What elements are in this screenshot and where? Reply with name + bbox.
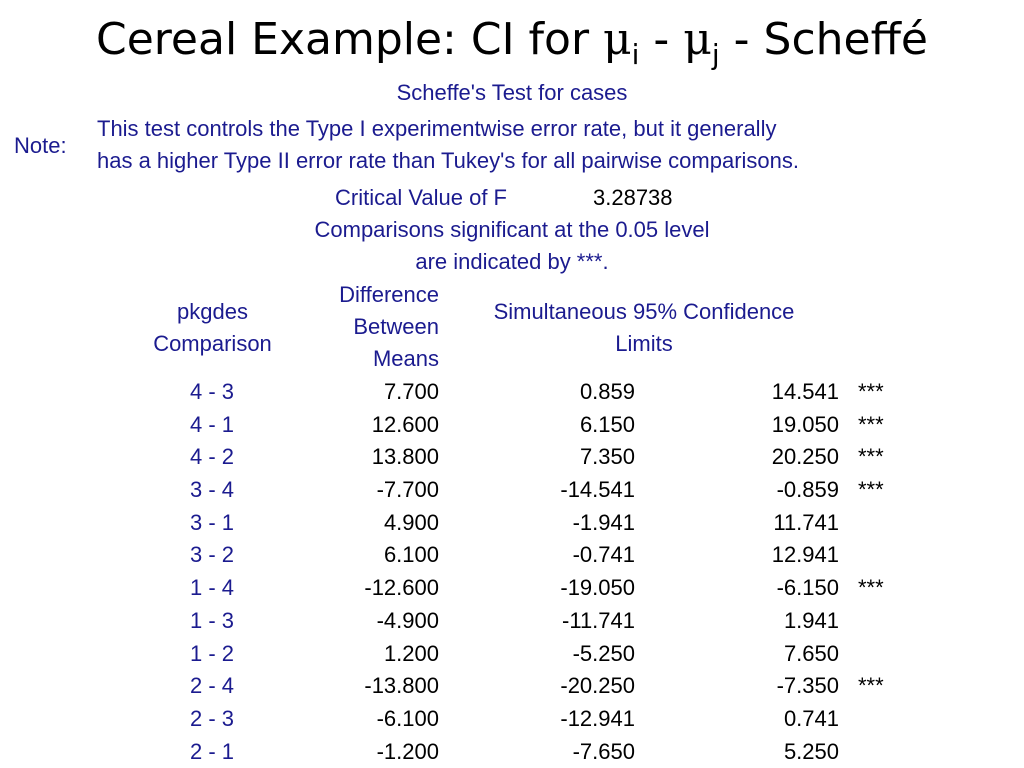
- cell-comparison: 4 - 1: [189, 411, 235, 437]
- cell-comparison: 1 - 3: [189, 607, 235, 633]
- table-row: [0, 703, 1024, 736]
- header-pkgdes-line-1: pkgdes: [177, 299, 248, 324]
- table-row: [0, 376, 1024, 409]
- table-row: [0, 474, 1024, 507]
- cell-comparison: 4 - 2: [189, 444, 235, 470]
- table-row: [0, 605, 1024, 638]
- test-title: Scheffe's Test for cases: [396, 80, 628, 105]
- cell-difference: -12.600: [364, 575, 439, 601]
- cell-lower-limit: -14.541: [560, 477, 635, 503]
- header-pkgdes-comparison: [130, 296, 295, 360]
- cell-lower-limit: -1.941: [572, 509, 635, 535]
- cell-comparison: 2 - 3: [189, 705, 235, 731]
- note-text: [97, 113, 1017, 177]
- cell-significance: ***: [858, 575, 884, 601]
- header-ci-line-1: Simultaneous 95% Confidence: [493, 299, 795, 324]
- critical-value: 3.28738: [593, 185, 673, 210]
- note-label: Note:: [14, 133, 67, 158]
- cell-significance: ***: [858, 673, 884, 699]
- cell-comparison: 2 - 4: [189, 673, 235, 699]
- cell-difference: -7.700: [376, 477, 439, 503]
- cell-lower-limit: -11.741: [562, 607, 635, 633]
- mu-symbol-i: μ: [603, 14, 632, 65]
- table-row: [0, 539, 1024, 572]
- cell-difference: 7.700: [383, 379, 439, 404]
- cell-difference: 1.200: [383, 640, 439, 666]
- cell-difference: -13.800: [364, 673, 439, 699]
- cell-difference: 6.100: [383, 542, 439, 568]
- cell-upper-limit: 1.941: [783, 607, 839, 633]
- title-dash: -: [639, 14, 684, 65]
- cell-significance: ***: [858, 411, 884, 437]
- cell-lower-limit: -7.650: [572, 738, 635, 764]
- cell-significance: ***: [858, 379, 884, 404]
- table-row: [0, 572, 1024, 605]
- subscript-j: j: [711, 38, 720, 71]
- cell-lower-limit: -19.050: [560, 575, 635, 601]
- critical-value-label: Critical Value of F: [335, 185, 507, 210]
- cell-upper-limit: -7.350: [776, 673, 839, 699]
- cell-difference: 4.900: [383, 509, 439, 535]
- header-diff-line-3: Means: [372, 346, 439, 371]
- note-line-1: This test controls the Type I experimentwise error rate, but it generally: [97, 116, 777, 141]
- mu-symbol-j: μ: [683, 14, 712, 65]
- cell-lower-limit: 6.150: [579, 411, 635, 437]
- table-row: [0, 670, 1024, 703]
- cell-significance: ***: [858, 477, 884, 503]
- cell-upper-limit: -0.859: [776, 477, 839, 503]
- significance-note: [212, 214, 812, 278]
- comparison-table-body: [0, 376, 1024, 768]
- cell-upper-limit: 14.541: [771, 379, 839, 404]
- cell-lower-limit: 0.859: [579, 379, 635, 404]
- cell-upper-limit: 0.741: [783, 705, 839, 731]
- cell-lower-limit: -12.941: [560, 705, 635, 731]
- cell-upper-limit: 11.741: [773, 509, 839, 535]
- cell-lower-limit: -5.250: [572, 640, 635, 666]
- cell-upper-limit: 5.250: [783, 738, 839, 764]
- header-pkgdes-line-2: Comparison: [153, 331, 272, 356]
- significance-line-2: are indicated by ***.: [415, 249, 609, 274]
- note-line-2: has a higher Type II error rate than Tukey's for all pairwise comparisons.: [97, 148, 800, 173]
- cell-comparison: 1 - 2: [189, 640, 235, 666]
- title-suffix: - Scheffé: [719, 14, 928, 65]
- table-row: [0, 736, 1024, 768]
- cell-difference: 12.600: [371, 411, 439, 437]
- cell-comparison: 2 - 1: [189, 738, 235, 764]
- slide-title: [0, 10, 1024, 70]
- table-row: [0, 638, 1024, 671]
- significance-line-1: Comparisons significant at the 0.05 level: [314, 217, 710, 242]
- header-confidence-limits: [452, 296, 836, 360]
- cell-upper-limit: 19.050: [771, 411, 839, 437]
- cell-difference: -1.200: [376, 738, 439, 764]
- cell-difference: -4.900: [376, 607, 439, 633]
- cell-upper-limit: 20.250: [771, 444, 839, 470]
- cell-upper-limit: -6.150: [776, 575, 839, 601]
- cell-lower-limit: 7.350: [579, 444, 635, 470]
- cell-upper-limit: 7.650: [783, 640, 839, 666]
- header-diff-line-2: Between: [353, 314, 439, 339]
- cell-significance: ***: [858, 444, 884, 470]
- header-difference-between-means: [300, 279, 439, 375]
- table-row: [0, 441, 1024, 474]
- cell-lower-limit: -20.250: [560, 673, 635, 699]
- cell-difference: 13.800: [371, 444, 439, 470]
- cell-lower-limit: -0.741: [572, 542, 635, 568]
- cell-upper-limit: 12.941: [771, 542, 839, 568]
- cell-difference: -6.100: [376, 705, 439, 731]
- cell-comparison: 1 - 4: [189, 575, 235, 601]
- header-ci-line-2: Limits: [615, 331, 673, 356]
- table-row: [0, 409, 1024, 442]
- title-prefix: Cereal Example: CI for: [96, 14, 604, 65]
- table-row: [0, 507, 1024, 540]
- cell-comparison: 3 - 1: [189, 509, 235, 535]
- cell-comparison: 3 - 4: [189, 477, 235, 503]
- subscript-i: i: [631, 38, 640, 71]
- header-diff-line-1: Difference: [339, 282, 439, 307]
- cell-comparison: 4 - 3: [189, 379, 235, 404]
- cell-comparison: 3 - 2: [189, 542, 235, 568]
